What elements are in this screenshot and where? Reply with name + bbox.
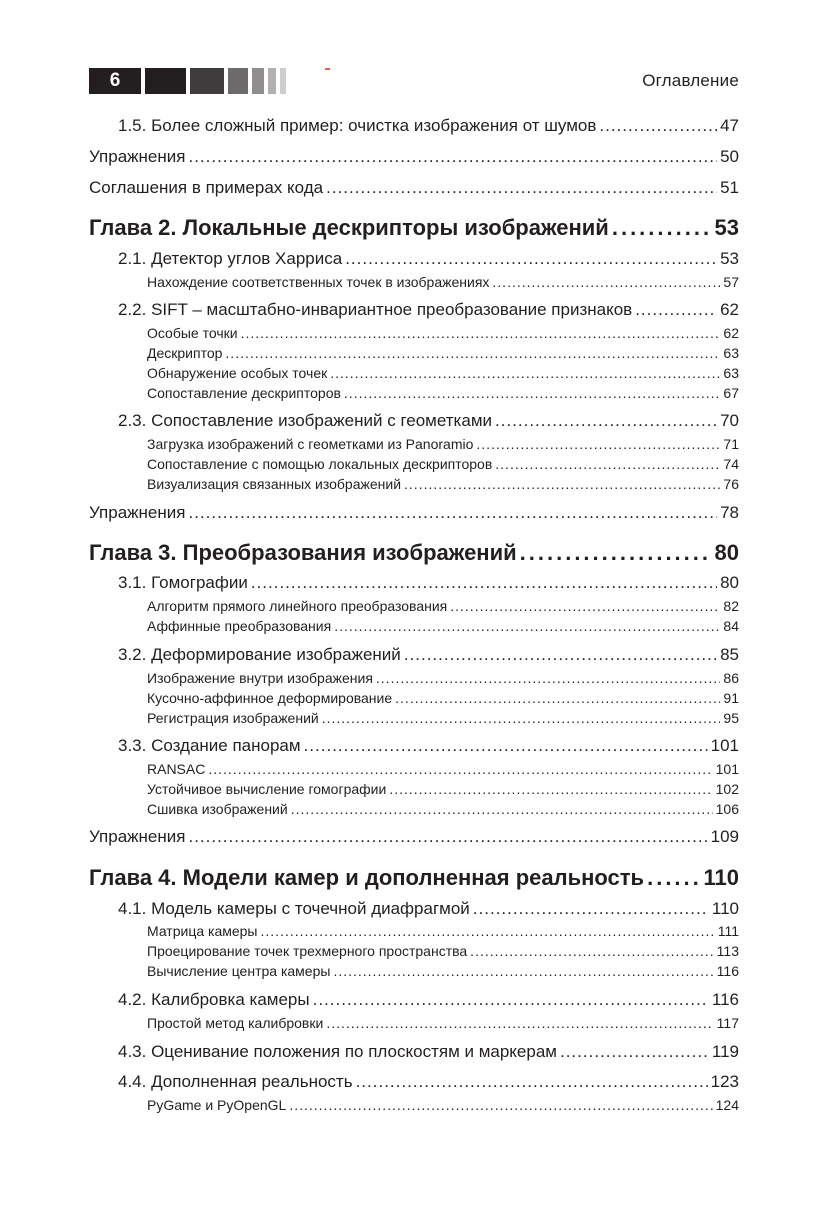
toc-entry-title: Упражнения bbox=[89, 503, 186, 522]
toc-subentry[interactable] bbox=[89, 761, 739, 780]
header-mark bbox=[325, 68, 330, 70]
toc-subentry-title: RANSAC bbox=[147, 761, 206, 777]
toc-subentry-page: 95 bbox=[723, 710, 739, 726]
toc-entry-page: 109 bbox=[710, 827, 739, 846]
toc-leader bbox=[404, 476, 720, 492]
toc-entry[interactable] bbox=[89, 178, 739, 202]
toc-entry-title: 3.2. Деформирование изображений bbox=[118, 645, 401, 664]
toc-entry[interactable] bbox=[89, 503, 739, 527]
toc-subentry-page: 124 bbox=[715, 1097, 739, 1113]
toc-leader bbox=[476, 436, 720, 452]
toc-entry[interactable] bbox=[89, 116, 739, 140]
toc-subentry-title: Дескриптор bbox=[147, 345, 223, 361]
toc-subentry-page: 101 bbox=[715, 761, 739, 777]
toc-leader bbox=[450, 598, 720, 614]
toc-leader bbox=[326, 178, 717, 198]
toc-entry-page: 78 bbox=[720, 503, 739, 522]
toc-entry-title: Упражнения bbox=[89, 827, 186, 846]
toc-leader bbox=[322, 710, 721, 726]
toc-subentry[interactable] bbox=[89, 456, 739, 475]
toc-leader bbox=[520, 540, 712, 566]
toc-chapter-title: Глава 4. Модели камер и дополненная реальность bbox=[89, 865, 645, 890]
toc-entry[interactable] bbox=[89, 249, 739, 273]
toc-leader bbox=[495, 411, 717, 431]
toc-leader bbox=[635, 300, 717, 320]
toc-leader bbox=[289, 1097, 712, 1113]
toc-entry[interactable] bbox=[89, 645, 739, 669]
toc-subentry-title: Аффинные преобразования bbox=[147, 618, 332, 634]
toc-leader bbox=[560, 1042, 709, 1062]
running-header bbox=[89, 68, 739, 94]
toc-leader bbox=[612, 215, 712, 241]
toc-subentry-page: 74 bbox=[723, 456, 739, 472]
toc-leader bbox=[313, 990, 709, 1010]
toc-subentry-page: 111 bbox=[717, 923, 739, 939]
toc-subentry[interactable] bbox=[89, 436, 739, 455]
toc-subentry-page: 67 bbox=[723, 385, 739, 401]
toc-entry-title: 2.2. SIFT – масштабно-инвариантное преобразование признаков bbox=[118, 300, 633, 319]
toc-subentry-title: Особые точки bbox=[147, 325, 238, 341]
toc-entry-page: 101 bbox=[710, 736, 739, 755]
toc-entry-page: 116 bbox=[711, 990, 739, 1009]
toc-subentry-title: Визуализация связанных изображений bbox=[147, 476, 402, 492]
toc-subentry-title: Изображение внутри изображения bbox=[147, 670, 373, 686]
toc-subentry[interactable] bbox=[89, 690, 739, 709]
toc-leader bbox=[333, 963, 713, 979]
toc-leader bbox=[334, 618, 720, 634]
toc-entry-title: 2.1. Детектор углов Харриса bbox=[118, 249, 343, 268]
toc-entry[interactable] bbox=[89, 827, 739, 851]
toc-leader bbox=[492, 274, 720, 290]
toc-subentry-page: 117 bbox=[716, 1015, 739, 1031]
toc-leader bbox=[376, 670, 721, 686]
toc-entry-page: 80 bbox=[720, 573, 739, 592]
toc-entry-title: 3.3. Создание панорам bbox=[118, 736, 301, 755]
toc-subentry-page: 62 bbox=[723, 325, 739, 341]
toc-subentry-title: Матрица камеры bbox=[147, 923, 258, 939]
toc-subentry-title: Сопоставление дескрипторов bbox=[147, 385, 341, 401]
header-decor-block bbox=[190, 68, 224, 94]
header-decor-block bbox=[268, 68, 276, 94]
toc-entry-title: Упражнения bbox=[89, 147, 186, 166]
toc-chapter-title: Глава 3. Преобразования изображений bbox=[89, 540, 517, 565]
toc-leader bbox=[470, 943, 714, 959]
header-decor-block bbox=[280, 68, 286, 94]
toc-subentry[interactable] bbox=[89, 781, 739, 800]
toc-subentry[interactable] bbox=[89, 345, 739, 364]
toc-subentry[interactable] bbox=[89, 923, 739, 942]
toc-subentry[interactable] bbox=[89, 598, 739, 617]
toc-leader bbox=[188, 147, 717, 167]
toc-entry-title: Соглашения в примерах кода bbox=[89, 178, 324, 197]
toc-leader bbox=[326, 1015, 713, 1031]
toc-entry-page: 50 bbox=[720, 147, 739, 166]
toc-subentry-page: 57 bbox=[723, 274, 739, 290]
toc-subentry-page: 91 bbox=[723, 690, 739, 706]
toc-subentry-page: 63 bbox=[723, 365, 739, 381]
toc-subentry-page: 63 bbox=[723, 345, 739, 361]
toc-chapter[interactable] bbox=[89, 215, 739, 245]
toc-entry-title: 4.1. Модель камеры с точечной диафрагмой bbox=[118, 899, 470, 918]
toc-leader bbox=[599, 116, 717, 136]
toc-entry[interactable] bbox=[89, 147, 739, 171]
toc-chapter[interactable] bbox=[89, 865, 739, 895]
toc-subentry-title: Проецирование точек трехмерного пространства bbox=[147, 943, 468, 959]
toc-subentry[interactable] bbox=[89, 801, 739, 820]
toc-entry-page: 85 bbox=[720, 645, 739, 664]
toc-leader bbox=[261, 923, 715, 939]
toc-subentry-title: Кусочно-аффинное деформирование bbox=[147, 690, 393, 706]
toc-leader bbox=[241, 325, 721, 341]
toc-entry-title: 4.4. Дополненная реальность bbox=[118, 1072, 353, 1091]
toc-subentry[interactable] bbox=[89, 618, 739, 637]
toc-chapter-title: Глава 2. Локальные дескрипторы изображений bbox=[89, 215, 609, 240]
toc-subentry[interactable] bbox=[89, 274, 739, 293]
toc-subentry-page: 84 bbox=[723, 618, 739, 634]
toc-entry-page: 119 bbox=[711, 1042, 739, 1061]
header-decor-block bbox=[252, 68, 264, 94]
toc-entry-title: 1.5. Более сложный пример: очистка изображения от шумов bbox=[118, 116, 597, 135]
toc-leader bbox=[345, 249, 717, 269]
page-number: 6 bbox=[89, 68, 141, 94]
toc-leader bbox=[291, 801, 713, 817]
toc-entry-page: 51 bbox=[720, 178, 739, 197]
toc-leader bbox=[404, 645, 717, 665]
toc-leader bbox=[251, 573, 717, 593]
toc-entry[interactable] bbox=[89, 736, 739, 760]
toc-entry-page: 123 bbox=[710, 1072, 739, 1091]
toc-entry[interactable] bbox=[89, 990, 739, 1014]
toc-leader bbox=[330, 365, 720, 381]
toc-leader bbox=[495, 456, 720, 472]
toc-leader bbox=[395, 690, 720, 706]
toc-subentry-title: Загрузка изображений с геометками из Panoramio bbox=[147, 436, 474, 452]
toc-subentry-page: 102 bbox=[715, 781, 739, 797]
toc-subentry-title: Обнаружение особых точек bbox=[147, 365, 328, 381]
toc-entry[interactable] bbox=[89, 899, 739, 923]
toc-chapter-page: 110 bbox=[703, 865, 739, 890]
toc-subentry-title: Сшивка изображений bbox=[147, 801, 288, 817]
toc-entry[interactable] bbox=[89, 573, 739, 597]
toc-subentry[interactable] bbox=[89, 1097, 739, 1116]
toc-entry-title: 3.1. Гомографии bbox=[118, 573, 248, 592]
toc-leader bbox=[208, 761, 712, 777]
toc-entry-page: 70 bbox=[720, 411, 739, 430]
toc-entry[interactable] bbox=[89, 1042, 739, 1066]
toc-subentry-title: Вычисление центра камеры bbox=[147, 963, 331, 979]
header-decor-block bbox=[228, 68, 248, 94]
toc-subentry-page: 116 bbox=[716, 963, 739, 979]
toc-subentry[interactable] bbox=[89, 325, 739, 344]
toc-leader bbox=[389, 781, 712, 797]
toc-entry-page: 47 bbox=[720, 116, 739, 135]
toc-chapter-page: 53 bbox=[714, 215, 739, 240]
toc-subentry-page: 106 bbox=[715, 801, 739, 817]
toc-leader bbox=[304, 736, 708, 756]
toc-subentry-title: Простой метод калибровки bbox=[147, 1015, 324, 1031]
toc-subentry-title: Сопоставление с помощью локальных дескрипторов bbox=[147, 456, 493, 472]
toc-leader bbox=[647, 865, 700, 891]
toc-leader bbox=[356, 1072, 708, 1092]
toc-leader bbox=[188, 827, 707, 847]
toc-subentry-page: 82 bbox=[723, 598, 739, 614]
toc-entry-page: 110 bbox=[711, 899, 739, 918]
toc-subentry-page: 76 bbox=[723, 476, 739, 492]
toc-leader bbox=[225, 345, 720, 361]
toc-entry-page: 62 bbox=[720, 300, 739, 319]
toc-entry-title: 4.2. Калибровка камеры bbox=[118, 990, 310, 1009]
toc-subentry-title: Устойчивое вычисление гомографии bbox=[147, 781, 387, 797]
toc-subentry[interactable] bbox=[89, 710, 739, 729]
toc-leader bbox=[344, 385, 721, 401]
toc-subentry-title: Алгоритм прямого линейного преобразования bbox=[147, 598, 448, 614]
toc-chapter[interactable] bbox=[89, 540, 739, 570]
toc-subentry-page: 86 bbox=[723, 670, 739, 686]
toc-subentry[interactable] bbox=[89, 670, 739, 689]
header-title: Оглавление bbox=[642, 71, 739, 90]
toc-subentry-page: 113 bbox=[716, 943, 739, 959]
header-decor-block bbox=[145, 68, 186, 94]
toc-entry-title: 4.3. Оценивание положения по плоскостям и маркерам bbox=[118, 1042, 557, 1061]
toc-leader bbox=[188, 503, 717, 523]
toc-entry-page: 53 bbox=[720, 249, 739, 268]
toc-entry[interactable] bbox=[89, 1072, 739, 1096]
toc-subentry[interactable] bbox=[89, 476, 739, 495]
toc-entry-title: 2.3. Сопоставление изображений с геометками bbox=[118, 411, 492, 430]
toc-subentry[interactable] bbox=[89, 365, 739, 384]
toc-subentry[interactable] bbox=[89, 963, 739, 982]
toc-subentry[interactable] bbox=[89, 385, 739, 404]
toc-subentry-title: Регистрация изображений bbox=[147, 710, 319, 726]
toc-subentry-title: PyGame и PyOpenGL bbox=[147, 1097, 287, 1113]
toc-subentry-page: 71 bbox=[723, 436, 739, 452]
toc-subentry[interactable] bbox=[89, 943, 739, 962]
toc-entry[interactable] bbox=[89, 411, 739, 435]
toc-leader bbox=[473, 899, 709, 919]
toc-subentry-title: Нахождение соответственных точек в изображениях bbox=[147, 274, 490, 290]
toc-chapter-page: 80 bbox=[714, 540, 739, 565]
toc-entry[interactable] bbox=[89, 300, 739, 324]
toc-subentry[interactable] bbox=[89, 1015, 739, 1034]
